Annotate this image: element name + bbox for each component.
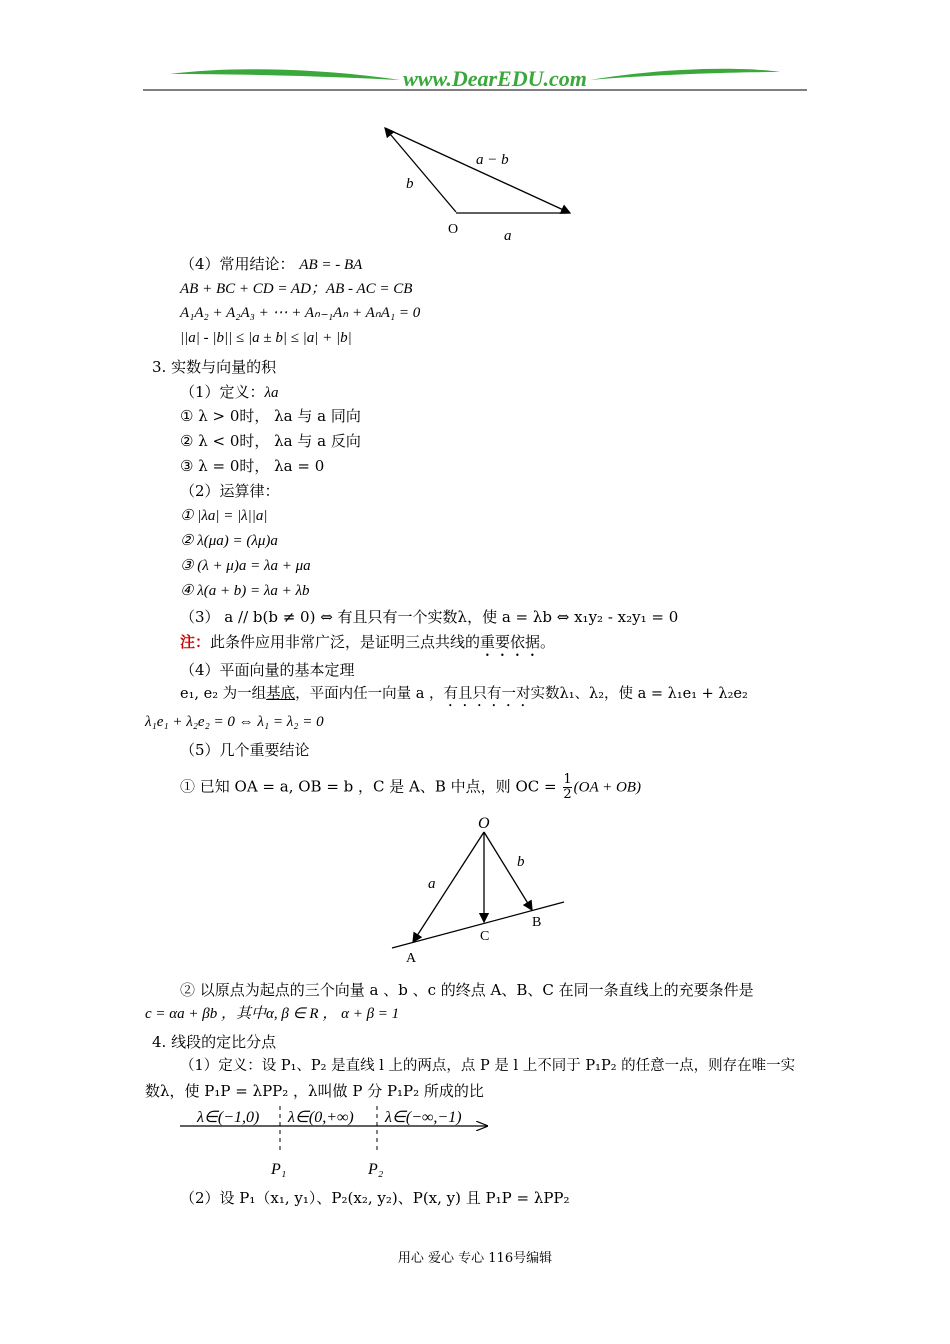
label-b: b (406, 176, 414, 192)
definition-title: （1）定义： (180, 383, 265, 401)
basis-theorem-line1 (180, 684, 748, 710)
def-case-negative: ② λ < 0时， λa 与 a 反向 (180, 432, 361, 450)
basis-text-c: 实数λ₁、λ₂，使 a = λ₁e₁ + λ₂e₂ (530, 686, 748, 702)
midpoint-pre: ① 已知 OA = a, OB = b ，C 是 A、B 中点，则 OC = (180, 777, 562, 796)
label-vec-a: a (428, 876, 436, 892)
conclusions-title: （5）几个重要结论 (180, 741, 310, 759)
note-label: 注： (180, 633, 211, 651)
left-swoosh (170, 69, 400, 80)
point-o: O (478, 815, 490, 832)
eq-ab-ba: AB = - BA (299, 257, 363, 273)
range-1: λ∈(−1,0) (197, 1109, 260, 1126)
law-4: ④ λ(a + b) = λa + λb (180, 583, 310, 599)
header-logo: www.DearEDU.com (403, 66, 587, 91)
eq-polygon-sum: A₁A₂ + A₂A₃ + ⋯ + Aₙ₋₁Aₙ + AₙA₁ = 0 (180, 305, 421, 321)
label-p2: P₂ (368, 1161, 384, 1178)
note-text: 此条件应用非常广泛，是证明三点共线的 (210, 633, 481, 651)
collinear-condition: （3） a // b(b ≠ 0) ⇔ 有且只有一个实数λ，使 a = λb ⇔ x₁y₂ - x₂y₁ = 0 (180, 608, 679, 626)
point-a: A (406, 951, 417, 966)
header-banner (140, 60, 810, 96)
basis-word: 基底 (266, 686, 296, 702)
label-p1: P₁ (271, 1161, 287, 1178)
basis-text-a: e₁, e₂ 为一组 (180, 686, 267, 702)
note-end: 。 (540, 633, 556, 651)
conclusion-title: （4）常用结论： (180, 255, 295, 273)
note-row (180, 632, 555, 660)
label-a: a (504, 228, 512, 244)
eq-chain-sum: AB + BC + CD = AD；AB - AC = CB (180, 281, 413, 297)
division-def-line1: （1）定义：设 P₁、P₂ 是直线 l 上的两点，点 P 是 l 上不同于 P₁P₂ 的任意一点，则存在唯一实 (180, 1058, 796, 1074)
division-coordinates: （2）设 P₁（x₁, y₁）、P₂(x₂, y₂)、P(x, y) 且 P₁P = λPP₂ (180, 1189, 570, 1207)
midpoint-conclusion (180, 773, 641, 802)
note-emphasis: 重要依据 (480, 633, 541, 651)
collinear-three-vectors-line1: ② 以原点为起点的三个向量 a 、b 、c 的终点 A、B、C 在同一条直线上的充要条件是 (180, 981, 754, 999)
law-title: （2）运算律： (180, 482, 280, 500)
figure-ratio-ranges (175, 1104, 495, 1184)
law-2: ② λ(μa) = (λμ)a (180, 533, 278, 549)
def-case-positive: ① λ > 0时， λa 与 a 同向 (180, 407, 361, 425)
basis-theorem-line2: λ₁e₁ + λ₂e₂ = 0 ⇔ λ₁ = λ₂ = 0 (145, 714, 324, 730)
figure-vector-difference (370, 118, 590, 248)
label-origin: O (448, 222, 459, 237)
section-4-title: 4. 线段的定比分点 (152, 1033, 277, 1051)
label-vec-b: b (517, 854, 525, 870)
definition-row (180, 382, 279, 403)
range-3: λ∈(−∞,−1) (385, 1109, 462, 1126)
vector-a-minus-b (385, 128, 570, 213)
vector-b (385, 128, 456, 212)
fraction-half (563, 773, 571, 802)
vector-ob (484, 832, 532, 910)
midpoint-post: (OA + OB) (573, 779, 641, 796)
page-footer: 用心 爱心 专心 116号编辑 (397, 1251, 553, 1266)
fraction-den: 2 (563, 787, 572, 802)
eq-triangle-inequality: ||a| - |b|| ≤ |a ± b| ≤ |a| + |b| (180, 330, 352, 346)
range-2: λ∈(0,+∞) (288, 1109, 354, 1126)
fraction-num: 1 (563, 772, 572, 787)
basis-emphasis: 有且只有一对 (443, 686, 531, 702)
law-3: ③ (λ + μ)a = λa + μa (180, 558, 311, 574)
right-swoosh (590, 69, 780, 80)
collinear-three-vectors-line2: c = αa + βb ，其中α, β ∈ R ， α + β = 1 (145, 1006, 400, 1022)
point-c: C (480, 929, 490, 944)
basis-text-b: ，平面内任一向量 a ， (295, 686, 444, 702)
vector-oa (413, 832, 484, 942)
basis-theorem-title: （4）平面向量的基本定理 (180, 661, 355, 679)
definition-expr: λa (264, 385, 279, 401)
division-def-line2: 数λ，使 P₁P = λPP₂ ，λ叫做 P 分 P₁P₂ 所成的比 (145, 1082, 484, 1100)
law-1: ① |λa| = |λ||a| (180, 508, 268, 524)
point-b: B (532, 915, 542, 930)
figure-midpoint (380, 808, 580, 968)
section-3-title: 3. 实数与向量的积 (152, 358, 277, 376)
label-a-minus-b: a − b (476, 152, 509, 168)
def-case-zero: ③ λ = 0时， λa = 0 (180, 457, 325, 475)
conclusion-title-row (180, 254, 362, 275)
